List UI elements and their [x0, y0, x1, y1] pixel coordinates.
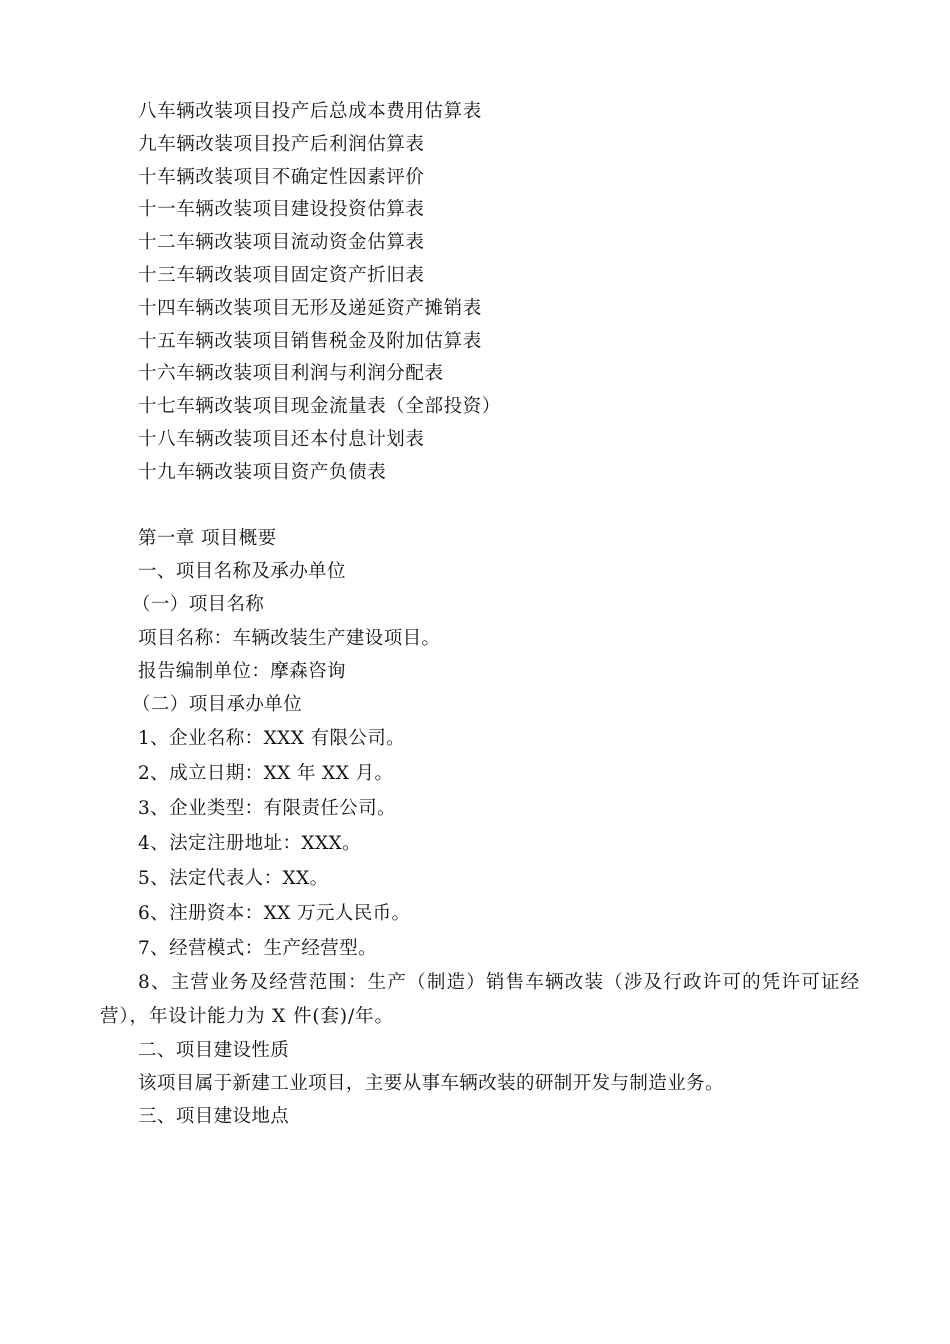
section-heading: 一、项目名称及承办单位: [138, 561, 346, 583]
project-name-line: 项目名称：车辆改装生产建设项目。: [138, 627, 441, 649]
list-item: 1、企业名称：XXX 有限公司。: [138, 728, 406, 750]
subsection-heading: （二）项目承办单位: [132, 694, 303, 716]
list-item: 8、主营业务及经营范围：生产（制造）销售车辆改装（涉及行政许可的凭许可证经营），年设计能力为 X 件(套)/年。: [100, 972, 860, 1028]
list-item: 2、成立日期：XX 年 XX 月。: [138, 763, 394, 785]
toc-item: 十九车辆改装项目资产负债表: [138, 461, 387, 483]
list-item: 7、经营模式：生产经营型。: [138, 938, 377, 960]
toc-item: 十八车辆改装项目还本付息计划表: [138, 428, 425, 450]
toc-item: 十五车辆改装项目销售税金及附加估算表: [138, 330, 482, 352]
toc-item: 八车辆改装项目投产后总成本费用估算表: [138, 101, 482, 122]
toc-item: 十七车辆改装项目现金流量表（全部投资）: [138, 396, 501, 418]
list-item: 5、法定代表人：XX。: [138, 868, 329, 890]
toc-item: 十一车辆改装项目建设投资估算表: [138, 199, 425, 221]
list-item: 3、企业类型：有限责任公司。: [138, 798, 396, 820]
toc-item: 十二车辆改装项目流动资金估算表: [138, 232, 425, 254]
table-of-contents-list: [138, 96, 838, 490]
list-item: 4、法定注册地址：XXX。: [138, 833, 361, 855]
section-heading: 三、项目建设地点: [138, 1106, 290, 1128]
section-heading: 二、项目建设性质: [138, 1039, 290, 1061]
toc-item: 十六车辆改装项目利润与利润分配表: [138, 363, 444, 385]
report-unit-line: 报告编制单位：摩森咨询: [138, 660, 346, 682]
toc-item: 十三车辆改装项目固定资产折旧表: [138, 264, 425, 286]
chapter-title: 第一章 项目概要: [138, 528, 277, 549]
paragraph: 该项目属于新建工业项目，主要从事车辆改装的研制开发与制造业务。: [138, 1073, 724, 1095]
chapter-body: [100, 522, 860, 1133]
subsection-heading: （一）项目名称: [132, 594, 265, 616]
toc-item: 九车辆改装项目投产后利润估算表: [138, 133, 425, 155]
toc-item: 十车辆改装项目不确定性因素评价: [138, 166, 425, 188]
toc-item: 十四车辆改装项目无形及递延资产摊销表: [138, 297, 482, 319]
list-item: 6、注册资本：XX 万元人民币。: [138, 903, 411, 925]
